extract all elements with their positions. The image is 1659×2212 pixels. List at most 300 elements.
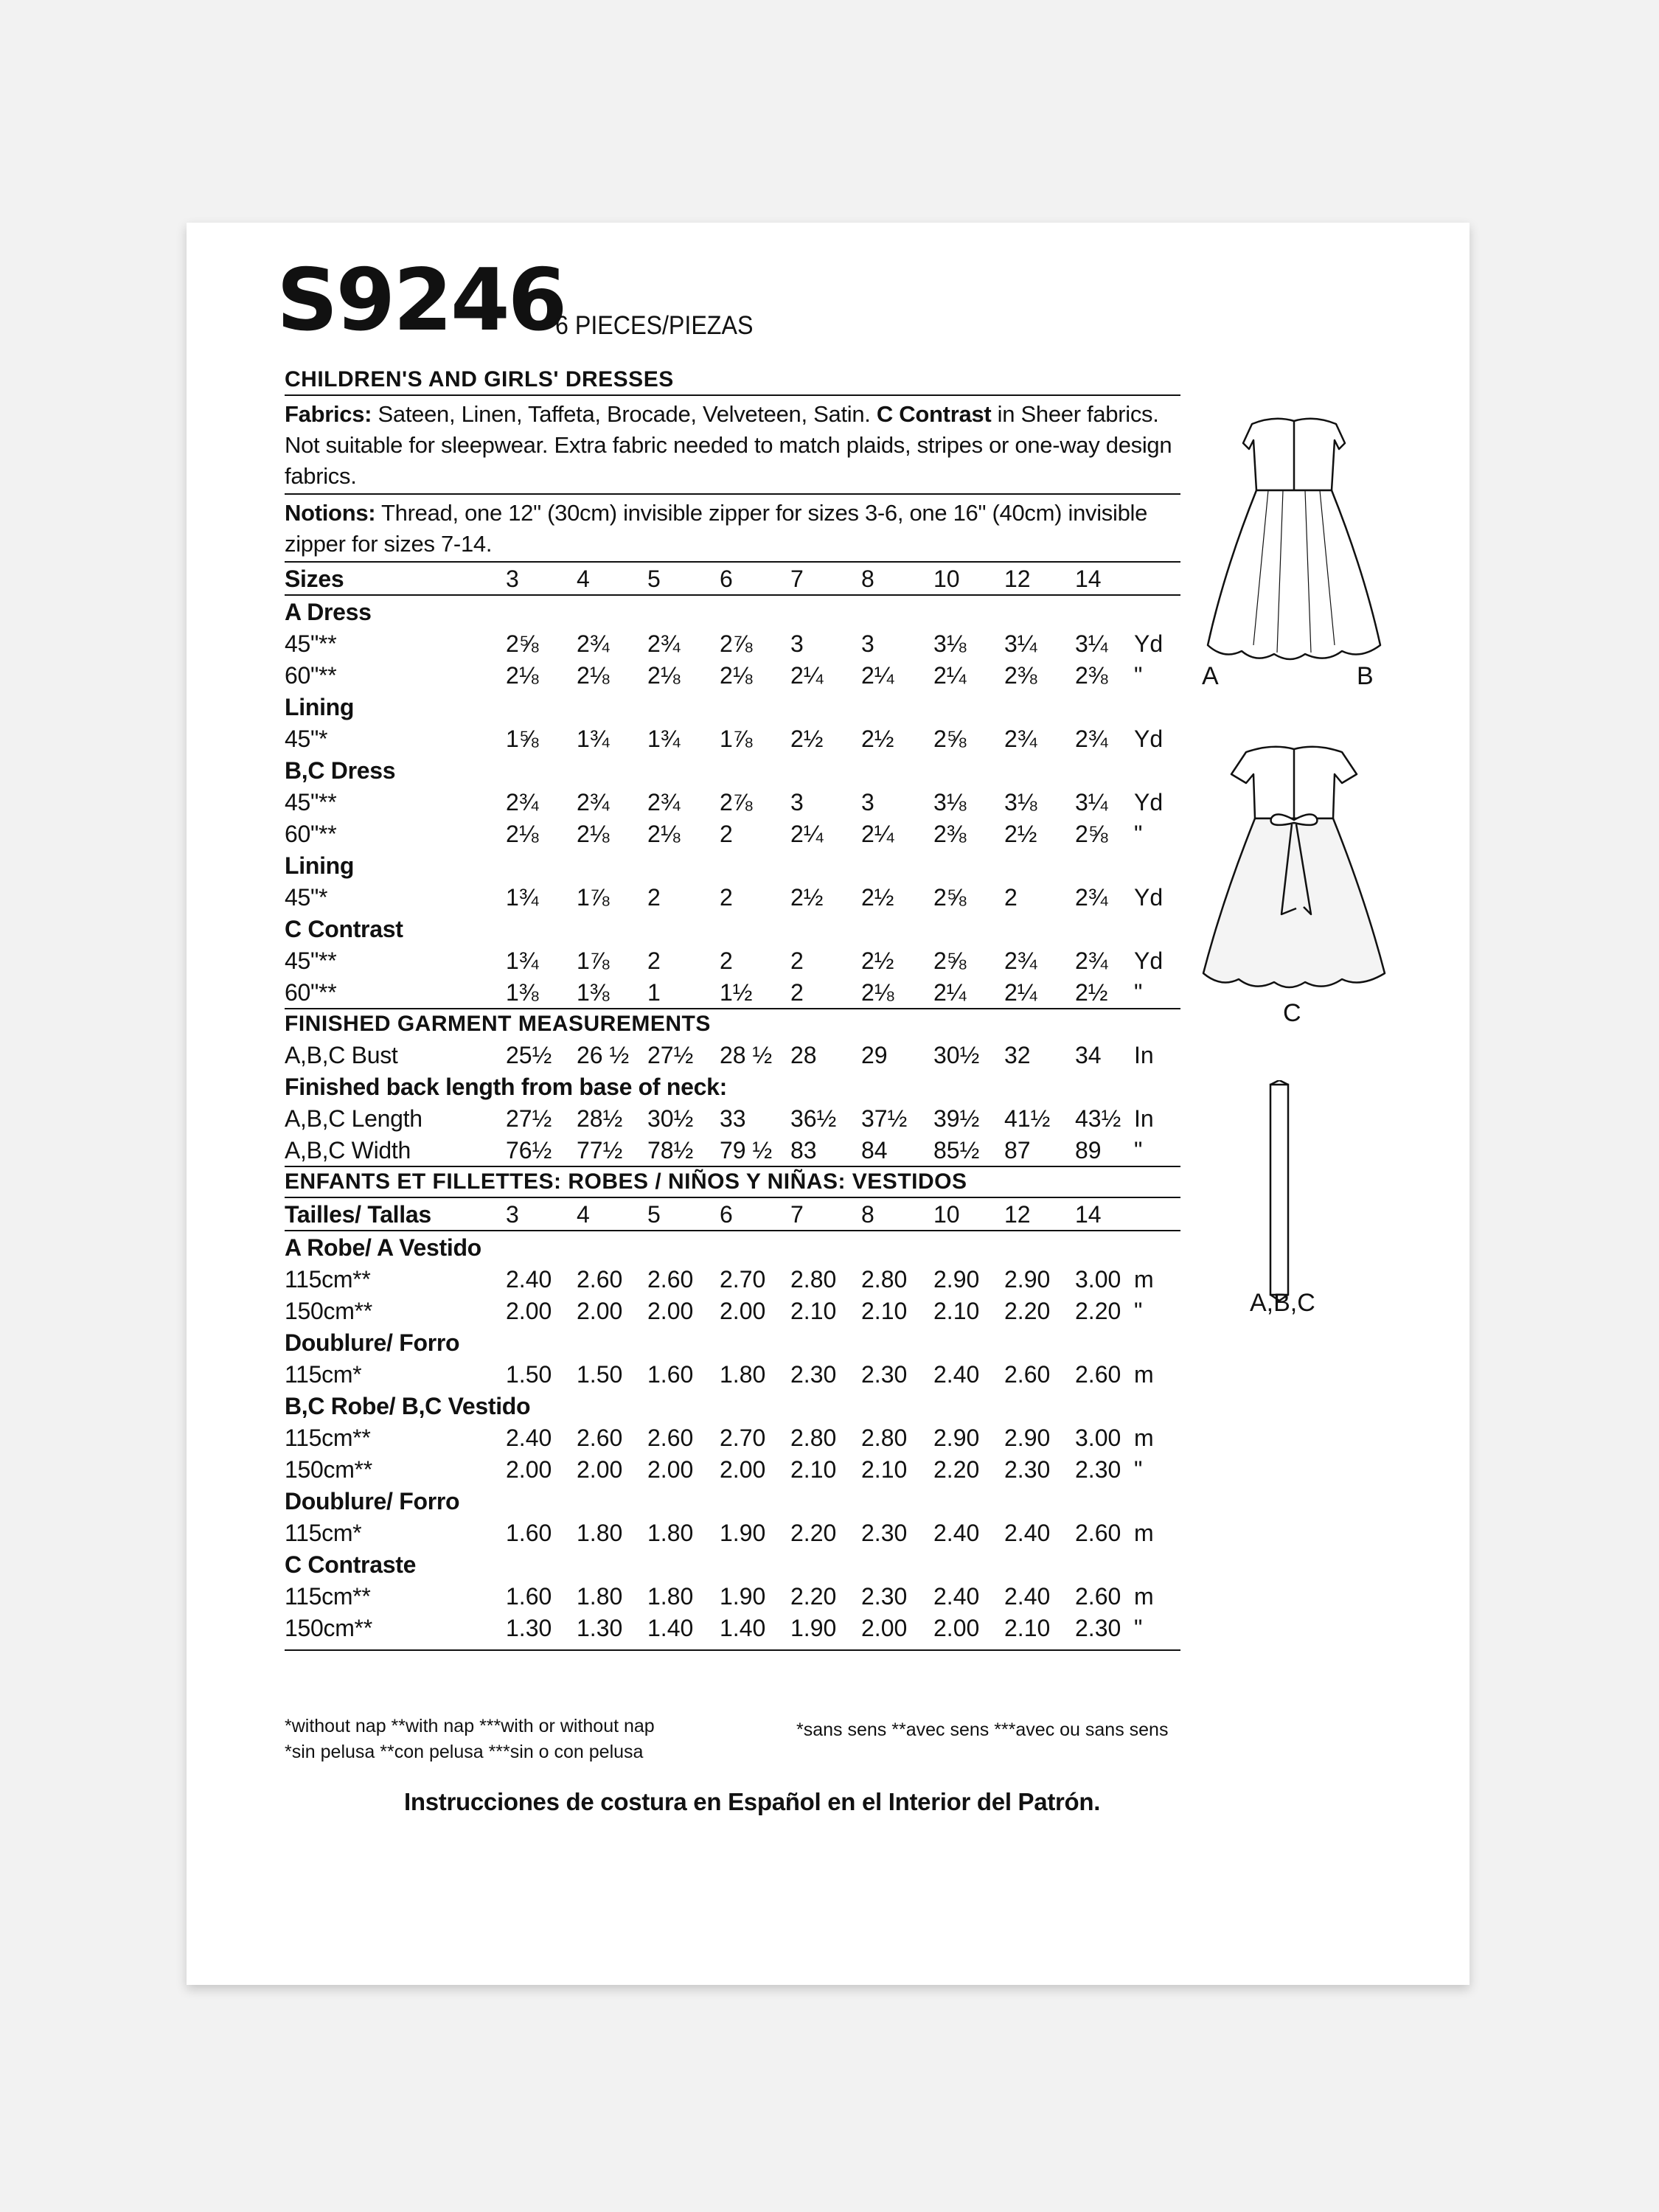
- unit-cell: Yd: [1134, 726, 1164, 752]
- row-label: 115cm*: [285, 1361, 362, 1388]
- table-cell: 2⅛: [506, 662, 539, 689]
- table-cell: 2½: [861, 884, 894, 911]
- table-cell: 2.20: [1075, 1298, 1121, 1324]
- table-cell: 2½: [790, 726, 824, 752]
- table-cell: 3¼: [1075, 630, 1108, 657]
- table-cell: 2⅝: [933, 884, 967, 911]
- size-header-cell: 6: [720, 1201, 733, 1228]
- table-cell: 3: [790, 630, 804, 657]
- table-cell: 2.40: [933, 1361, 980, 1388]
- table-cell: 2¼: [861, 821, 894, 847]
- table-cell: 2.80: [790, 1425, 837, 1451]
- table-cell: 2¾: [647, 789, 681, 815]
- unit-cell: In: [1134, 1042, 1154, 1068]
- fabrics-notes: in Sheer fabrics. Not suitable for sleepwear. Extra fabric needed to match plaids, stripes or one-way design fabrics.: [285, 401, 1172, 489]
- section-heading-row: [285, 754, 1180, 786]
- pattern-number: S9246: [276, 251, 566, 350]
- table-cell: 2.80: [790, 1266, 837, 1293]
- table-cell: 33: [720, 1105, 746, 1132]
- table-row: [285, 723, 1180, 754]
- footnote-french: *sans sens **avec sens ***avec ou sans sens: [796, 1719, 1169, 1740]
- table-cell: 2.20: [1004, 1298, 1051, 1324]
- table-cell: 87: [1004, 1137, 1031, 1164]
- unit-cell: Yd: [1134, 789, 1164, 815]
- table-row: [285, 1517, 1180, 1548]
- table-cell: 2¾: [1075, 947, 1108, 974]
- table-row: [285, 1612, 1180, 1644]
- dress-back-illustration-a-b: [1194, 402, 1394, 667]
- table-cell: 3⅛: [933, 789, 967, 815]
- row-label: 150cm**: [285, 1298, 372, 1324]
- table-cell: 1.30: [506, 1615, 552, 1641]
- table-cell: 2½: [1004, 821, 1037, 847]
- unit-cell: ": [1134, 1137, 1143, 1164]
- table-cell: 2¼: [1004, 979, 1037, 1006]
- table-cell: 3⅛: [933, 630, 967, 657]
- table-cell: 2⅝: [1075, 821, 1108, 847]
- table-cell: 2.60: [577, 1425, 623, 1451]
- table-cell: 2.10: [1004, 1615, 1051, 1641]
- section-heading-row: [285, 913, 1180, 945]
- table-row: [285, 786, 1180, 818]
- table-cell: 32: [1004, 1042, 1031, 1068]
- table-cell: 2½: [790, 884, 824, 911]
- table-row: [285, 627, 1180, 659]
- table-cell: 2⅛: [720, 662, 753, 689]
- size-header-cell: 12: [1004, 1201, 1031, 1228]
- table-cell: 2.00: [933, 1615, 980, 1641]
- table-cell: 1⅞: [577, 947, 610, 974]
- footnote-spanish: *sin pelusa **con pelusa ***sin o con pelusa: [285, 1742, 644, 1762]
- table-cell: 39½: [933, 1105, 980, 1132]
- table-cell: 2⅝: [506, 630, 539, 657]
- section-heading-row: [285, 1071, 1180, 1102]
- table-cell: 1.80: [577, 1583, 623, 1610]
- fabrics-list: Sateen, Linen, Taffeta, Brocade, Velveteen, Satin.: [372, 401, 877, 427]
- row-label: 60"**: [285, 821, 337, 847]
- table-cell: 1.50: [506, 1361, 552, 1388]
- sizes-label: Tailles/ Tallas: [285, 1201, 431, 1228]
- table-cell: 2.00: [506, 1456, 552, 1483]
- table-cell: 2: [790, 979, 804, 1006]
- table-cell: 89: [1075, 1137, 1102, 1164]
- unit-cell: m: [1134, 1520, 1154, 1546]
- table-cell: 2.00: [577, 1456, 623, 1483]
- table-row: [285, 818, 1180, 849]
- spanish-instructions-note: Instrucciones de costura en Español en el Interior del Patrón.: [404, 1788, 1101, 1815]
- section-label: A Robe/ A Vestido: [285, 1234, 481, 1261]
- row-label: A,B,C Bust: [285, 1042, 398, 1068]
- table-cell: 36½: [790, 1105, 837, 1132]
- section-label: Doublure/ Forro: [285, 1488, 460, 1514]
- table-cell: 3⅛: [1004, 789, 1037, 815]
- section-label: C Contraste: [285, 1551, 417, 1578]
- table-cell: 83: [790, 1137, 817, 1164]
- view-label-abc: A,B,C: [1250, 1289, 1315, 1317]
- section-label: C Contrast: [285, 916, 403, 942]
- table-cell: 2.30: [790, 1361, 837, 1388]
- notions-text: Thread, one 12" (30cm) invisible zipper for sizes 3-6, one 16" (40cm) invisible zipper for sizes 7-14.: [285, 500, 1148, 557]
- table-cell: 2⅜: [933, 821, 967, 847]
- pieces-count: 6 PIECES/PIEZAS: [555, 311, 754, 340]
- section-label: Lining: [285, 852, 355, 879]
- size-header-cell: 14: [1075, 566, 1102, 592]
- table-row: [285, 881, 1180, 913]
- unit-cell: ": [1134, 979, 1143, 1006]
- table-cell: 1.60: [647, 1361, 694, 1388]
- table-cell: 2.60: [577, 1266, 623, 1293]
- table-cell: 2.90: [933, 1425, 980, 1451]
- table-cell: 1⅞: [720, 726, 753, 752]
- size-header-cell: 5: [647, 566, 661, 592]
- size-header-cell: 12: [1004, 566, 1031, 592]
- table-cell: 77½: [577, 1137, 623, 1164]
- table-row: [285, 1422, 1180, 1453]
- section-heading-row: [285, 849, 1180, 881]
- table-cell: 2: [1004, 884, 1018, 911]
- table-cell: 37½: [861, 1105, 908, 1132]
- table-cell: 2¾: [577, 630, 610, 657]
- unit-cell: Yd: [1134, 884, 1164, 911]
- row-label: 115cm**: [285, 1266, 371, 1293]
- table-cell: 1.30: [577, 1615, 623, 1641]
- table-cell: 2.10: [790, 1298, 837, 1324]
- notions-label: Notions:: [285, 500, 376, 526]
- view-label-a: A: [1202, 662, 1219, 690]
- table-row: [285, 1580, 1180, 1612]
- table-cell: 1.80: [647, 1520, 694, 1546]
- table-cell: 2⅛: [577, 662, 610, 689]
- view-label-b: B: [1357, 662, 1374, 690]
- unit-cell: m: [1134, 1361, 1154, 1388]
- size-header-cell: 5: [647, 1201, 661, 1228]
- table-cell: 2.70: [720, 1266, 766, 1293]
- unit-cell: Yd: [1134, 630, 1164, 657]
- table-cell: 1⅜: [577, 979, 610, 1006]
- table-cell: 2.00: [647, 1456, 694, 1483]
- table-cell: 2½: [861, 726, 894, 752]
- table-cell: 1⅞: [577, 884, 610, 911]
- table-cell: 2⅛: [647, 821, 681, 847]
- table-cell: 2: [720, 821, 733, 847]
- table-row: [285, 1039, 1180, 1071]
- divider: [285, 1649, 1180, 1651]
- table-cell: 41½: [1004, 1105, 1051, 1132]
- sizes-label: Sizes: [285, 566, 344, 592]
- row-label: 150cm**: [285, 1615, 372, 1641]
- row-label: 45"**: [285, 630, 337, 657]
- table-cell: 2.90: [933, 1266, 980, 1293]
- row-label: 115cm**: [285, 1425, 371, 1451]
- table-cell: 2¾: [1075, 726, 1108, 752]
- table-cell: 30½: [647, 1105, 694, 1132]
- table-cell: 1.90: [720, 1520, 766, 1546]
- table-cell: 2.40: [933, 1520, 980, 1546]
- table-cell: 2.60: [1075, 1583, 1121, 1610]
- table-cell: 2⅝: [933, 726, 967, 752]
- table-cell: 3: [861, 789, 874, 815]
- table-cell: 2.00: [720, 1298, 766, 1324]
- table-cell: 85½: [933, 1137, 980, 1164]
- section-heading-row: [285, 1390, 1180, 1422]
- table-cell: 34: [1075, 1042, 1102, 1068]
- table-cell: 28 ½: [720, 1042, 773, 1068]
- table-cell: 2.00: [720, 1456, 766, 1483]
- measurements-table: [285, 1039, 1180, 1166]
- table-cell: 2¾: [1004, 726, 1037, 752]
- table-cell: 1¾: [506, 947, 539, 974]
- table-cell: 1¾: [577, 726, 610, 752]
- row-label: 115cm*: [285, 1520, 362, 1546]
- table-cell: 2.00: [647, 1298, 694, 1324]
- table-cell: 2.80: [861, 1266, 908, 1293]
- row-label: 60"**: [285, 979, 337, 1006]
- contrast-label: C Contrast: [876, 401, 992, 427]
- table-cell: 1⅝: [506, 726, 539, 752]
- table-cell: 1½: [720, 979, 753, 1006]
- table-row: [285, 1134, 1180, 1166]
- table-cell: 2¼: [790, 662, 824, 689]
- table-cell: 1.80: [720, 1361, 766, 1388]
- section-label: B,C Robe/ B,C Vestido: [285, 1393, 531, 1419]
- table-cell: 1.90: [790, 1615, 837, 1641]
- size-header-cell: 3: [506, 1201, 519, 1228]
- table-cell: 1.80: [647, 1583, 694, 1610]
- table-cell: 76½: [506, 1137, 552, 1164]
- size-header-cell: 14: [1075, 1201, 1102, 1228]
- table-cell: 2.30: [1075, 1456, 1121, 1483]
- size-header-cell: 7: [790, 1201, 804, 1228]
- row-label: 150cm**: [285, 1456, 372, 1483]
- table-cell: 2.10: [861, 1456, 908, 1483]
- table-cell: 2⅛: [647, 662, 681, 689]
- table-cell: 1.60: [506, 1520, 552, 1546]
- table-cell: 2.20: [790, 1583, 837, 1610]
- table-cell: 27½: [506, 1105, 552, 1132]
- table-cell: 26 ½: [577, 1042, 630, 1068]
- table-cell: 2.30: [861, 1361, 908, 1388]
- table-cell: 2.40: [506, 1266, 552, 1293]
- table-cell: 2.10: [933, 1298, 980, 1324]
- table-row: [285, 1263, 1180, 1295]
- table-cell: 1.90: [720, 1583, 766, 1610]
- table-cell: 2.10: [790, 1456, 837, 1483]
- table-cell: 1¾: [506, 884, 539, 911]
- table-cell: 1.40: [647, 1615, 694, 1641]
- section-heading-row: [285, 1326, 1180, 1358]
- table-cell: 25½: [506, 1042, 552, 1068]
- dress-back-illustration-c: [1194, 737, 1394, 995]
- measurements-heading: FINISHED GARMENT MEASUREMENTS: [285, 1012, 711, 1036]
- table-cell: 1⅜: [506, 979, 539, 1006]
- table-cell: 3¼: [1004, 630, 1037, 657]
- section-heading-row: [285, 1231, 1180, 1263]
- metric-sizes-header-row: [285, 1198, 1180, 1230]
- table-row: [285, 1453, 1180, 1485]
- section-heading-row: [285, 1485, 1180, 1517]
- section-label: Lining: [285, 694, 355, 720]
- row-label: 115cm**: [285, 1583, 371, 1610]
- unit-cell: ": [1134, 821, 1143, 847]
- table-cell: 30½: [933, 1042, 980, 1068]
- size-header-cell: 7: [790, 566, 804, 592]
- size-header-cell: 4: [577, 1201, 590, 1228]
- table-cell: 2¾: [1075, 884, 1108, 911]
- table-cell: 3.00: [1075, 1266, 1121, 1293]
- table-cell: 2⅝: [933, 947, 967, 974]
- row-label: 45"*: [285, 884, 328, 911]
- table-cell: 3.00: [1075, 1425, 1121, 1451]
- table-cell: 2¾: [506, 789, 539, 815]
- table-cell: 78½: [647, 1137, 694, 1164]
- table-cell: 2.20: [933, 1456, 980, 1483]
- size-header-cell: 8: [861, 566, 874, 592]
- table-cell: 2.90: [1004, 1425, 1051, 1451]
- table-cell: 79 ½: [720, 1137, 773, 1164]
- section-label: Finished back length from base of neck:: [285, 1074, 727, 1100]
- table-cell: 1.40: [720, 1615, 766, 1641]
- yardage-table: [285, 596, 1180, 1008]
- row-label: 45"**: [285, 789, 337, 815]
- section-label: A Dress: [285, 599, 372, 625]
- table-cell: 2½: [1075, 979, 1108, 1006]
- section-heading-row: [285, 596, 1180, 627]
- table-cell: 2⅛: [861, 979, 894, 1006]
- table-cell: 2.40: [1004, 1583, 1051, 1610]
- table-cell: 1¾: [647, 726, 681, 752]
- table-cell: 2: [647, 947, 661, 974]
- table-cell: 1.80: [577, 1520, 623, 1546]
- fabrics-paragraph: [285, 396, 1180, 493]
- size-header-cell: 3: [506, 566, 519, 592]
- table-cell: 2.00: [506, 1298, 552, 1324]
- table-cell: 27½: [647, 1042, 694, 1068]
- row-label: 45"*: [285, 726, 328, 752]
- table-cell: 2⅛: [577, 821, 610, 847]
- unit-cell: ": [1134, 1615, 1143, 1641]
- table-cell: 1.50: [577, 1361, 623, 1388]
- table-cell: 2.40: [1004, 1520, 1051, 1546]
- table-row: [285, 945, 1180, 976]
- section-heading-row: [285, 691, 1180, 723]
- table-cell: 2¼: [861, 662, 894, 689]
- metric-heading: ENFANTS ET FILLETTES: ROBES / NIÑOS Y NIÑAS: VESTIDOS: [285, 1169, 967, 1194]
- row-label: A,B,C Width: [285, 1137, 411, 1164]
- unit-cell: Yd: [1134, 947, 1164, 974]
- section-heading-row: [285, 1548, 1180, 1580]
- sash-illustration: [1257, 1080, 1301, 1301]
- row-label: 60"**: [285, 662, 337, 689]
- table-row: [285, 1295, 1180, 1326]
- table-cell: 2.30: [1004, 1456, 1051, 1483]
- table-cell: 2.60: [1075, 1361, 1121, 1388]
- size-header-cell: 4: [577, 566, 590, 592]
- table-cell: 1: [647, 979, 661, 1006]
- table-cell: 84: [861, 1137, 888, 1164]
- table-row: [285, 659, 1180, 691]
- table-cell: 2¼: [933, 979, 967, 1006]
- row-label: 45"**: [285, 947, 337, 974]
- table-cell: 2½: [861, 947, 894, 974]
- table-cell: 2.30: [1075, 1615, 1121, 1641]
- notions-paragraph: [285, 495, 1180, 561]
- table-cell: 2.80: [861, 1425, 908, 1451]
- table-cell: 2.90: [1004, 1266, 1051, 1293]
- table-cell: 2¾: [647, 630, 681, 657]
- table-cell: 1.60: [506, 1583, 552, 1610]
- table-cell: 2¾: [1004, 947, 1037, 974]
- section-label: B,C Dress: [285, 757, 396, 784]
- table-row: [285, 976, 1180, 1008]
- table-cell: 2.00: [577, 1298, 623, 1324]
- table-row: [285, 1102, 1180, 1134]
- table-cell: 2: [647, 884, 661, 911]
- table-cell: 2.40: [506, 1425, 552, 1451]
- table-cell: 3: [861, 630, 874, 657]
- size-header-cell: 10: [933, 566, 960, 592]
- view-label-c: C: [1283, 999, 1301, 1027]
- table-cell: 2.10: [861, 1298, 908, 1324]
- table-row: [285, 1358, 1180, 1390]
- table-cell: 29: [861, 1042, 888, 1068]
- table-cell: 2¾: [577, 789, 610, 815]
- table-cell: 2.20: [790, 1520, 837, 1546]
- table-cell: 2.30: [861, 1583, 908, 1610]
- table-cell: 43½: [1075, 1105, 1121, 1132]
- table-cell: 2⅜: [1004, 662, 1037, 689]
- unit-cell: ": [1134, 662, 1143, 689]
- pattern-info: [285, 365, 1180, 1651]
- table-cell: 2¼: [933, 662, 967, 689]
- table-cell: 28½: [577, 1105, 623, 1132]
- table-cell: 2.60: [1075, 1520, 1121, 1546]
- table-cell: 3: [790, 789, 804, 815]
- unit-cell: In: [1134, 1105, 1154, 1132]
- table-cell: 2¼: [790, 821, 824, 847]
- fabrics-label: Fabrics:: [285, 401, 372, 427]
- table-cell: 2.60: [1004, 1361, 1051, 1388]
- section-label: Doublure/ Forro: [285, 1329, 460, 1356]
- garment-title: CHILDREN'S AND GIRLS' DRESSES: [285, 367, 674, 392]
- unit-cell: m: [1134, 1583, 1154, 1610]
- footnote-english: *without nap **with nap ***with or without nap: [285, 1716, 655, 1736]
- metric-table: [285, 1231, 1180, 1644]
- table-cell: 2: [720, 947, 733, 974]
- unit-cell: m: [1134, 1425, 1154, 1451]
- table-cell: 2.60: [647, 1425, 694, 1451]
- table-cell: 2: [720, 884, 733, 911]
- table-cell: 2⅛: [506, 821, 539, 847]
- table-cell: 2⅞: [720, 789, 753, 815]
- table-cell: 2.30: [861, 1520, 908, 1546]
- table-cell: 2⅜: [1075, 662, 1108, 689]
- sizes-header-row: [285, 563, 1180, 594]
- table-cell: 3¼: [1075, 789, 1108, 815]
- unit-cell: ": [1134, 1298, 1143, 1324]
- unit-cell: m: [1134, 1266, 1154, 1293]
- table-cell: 2.40: [933, 1583, 980, 1610]
- table-cell: 2.70: [720, 1425, 766, 1451]
- size-header-cell: 10: [933, 1201, 960, 1228]
- row-label: A,B,C Length: [285, 1105, 422, 1132]
- table-cell: 2.60: [647, 1266, 694, 1293]
- size-header-cell: 6: [720, 566, 733, 592]
- table-cell: 28: [790, 1042, 817, 1068]
- unit-cell: ": [1134, 1456, 1143, 1483]
- table-cell: 2: [790, 947, 804, 974]
- table-cell: 2.00: [861, 1615, 908, 1641]
- table-cell: 2⅞: [720, 630, 753, 657]
